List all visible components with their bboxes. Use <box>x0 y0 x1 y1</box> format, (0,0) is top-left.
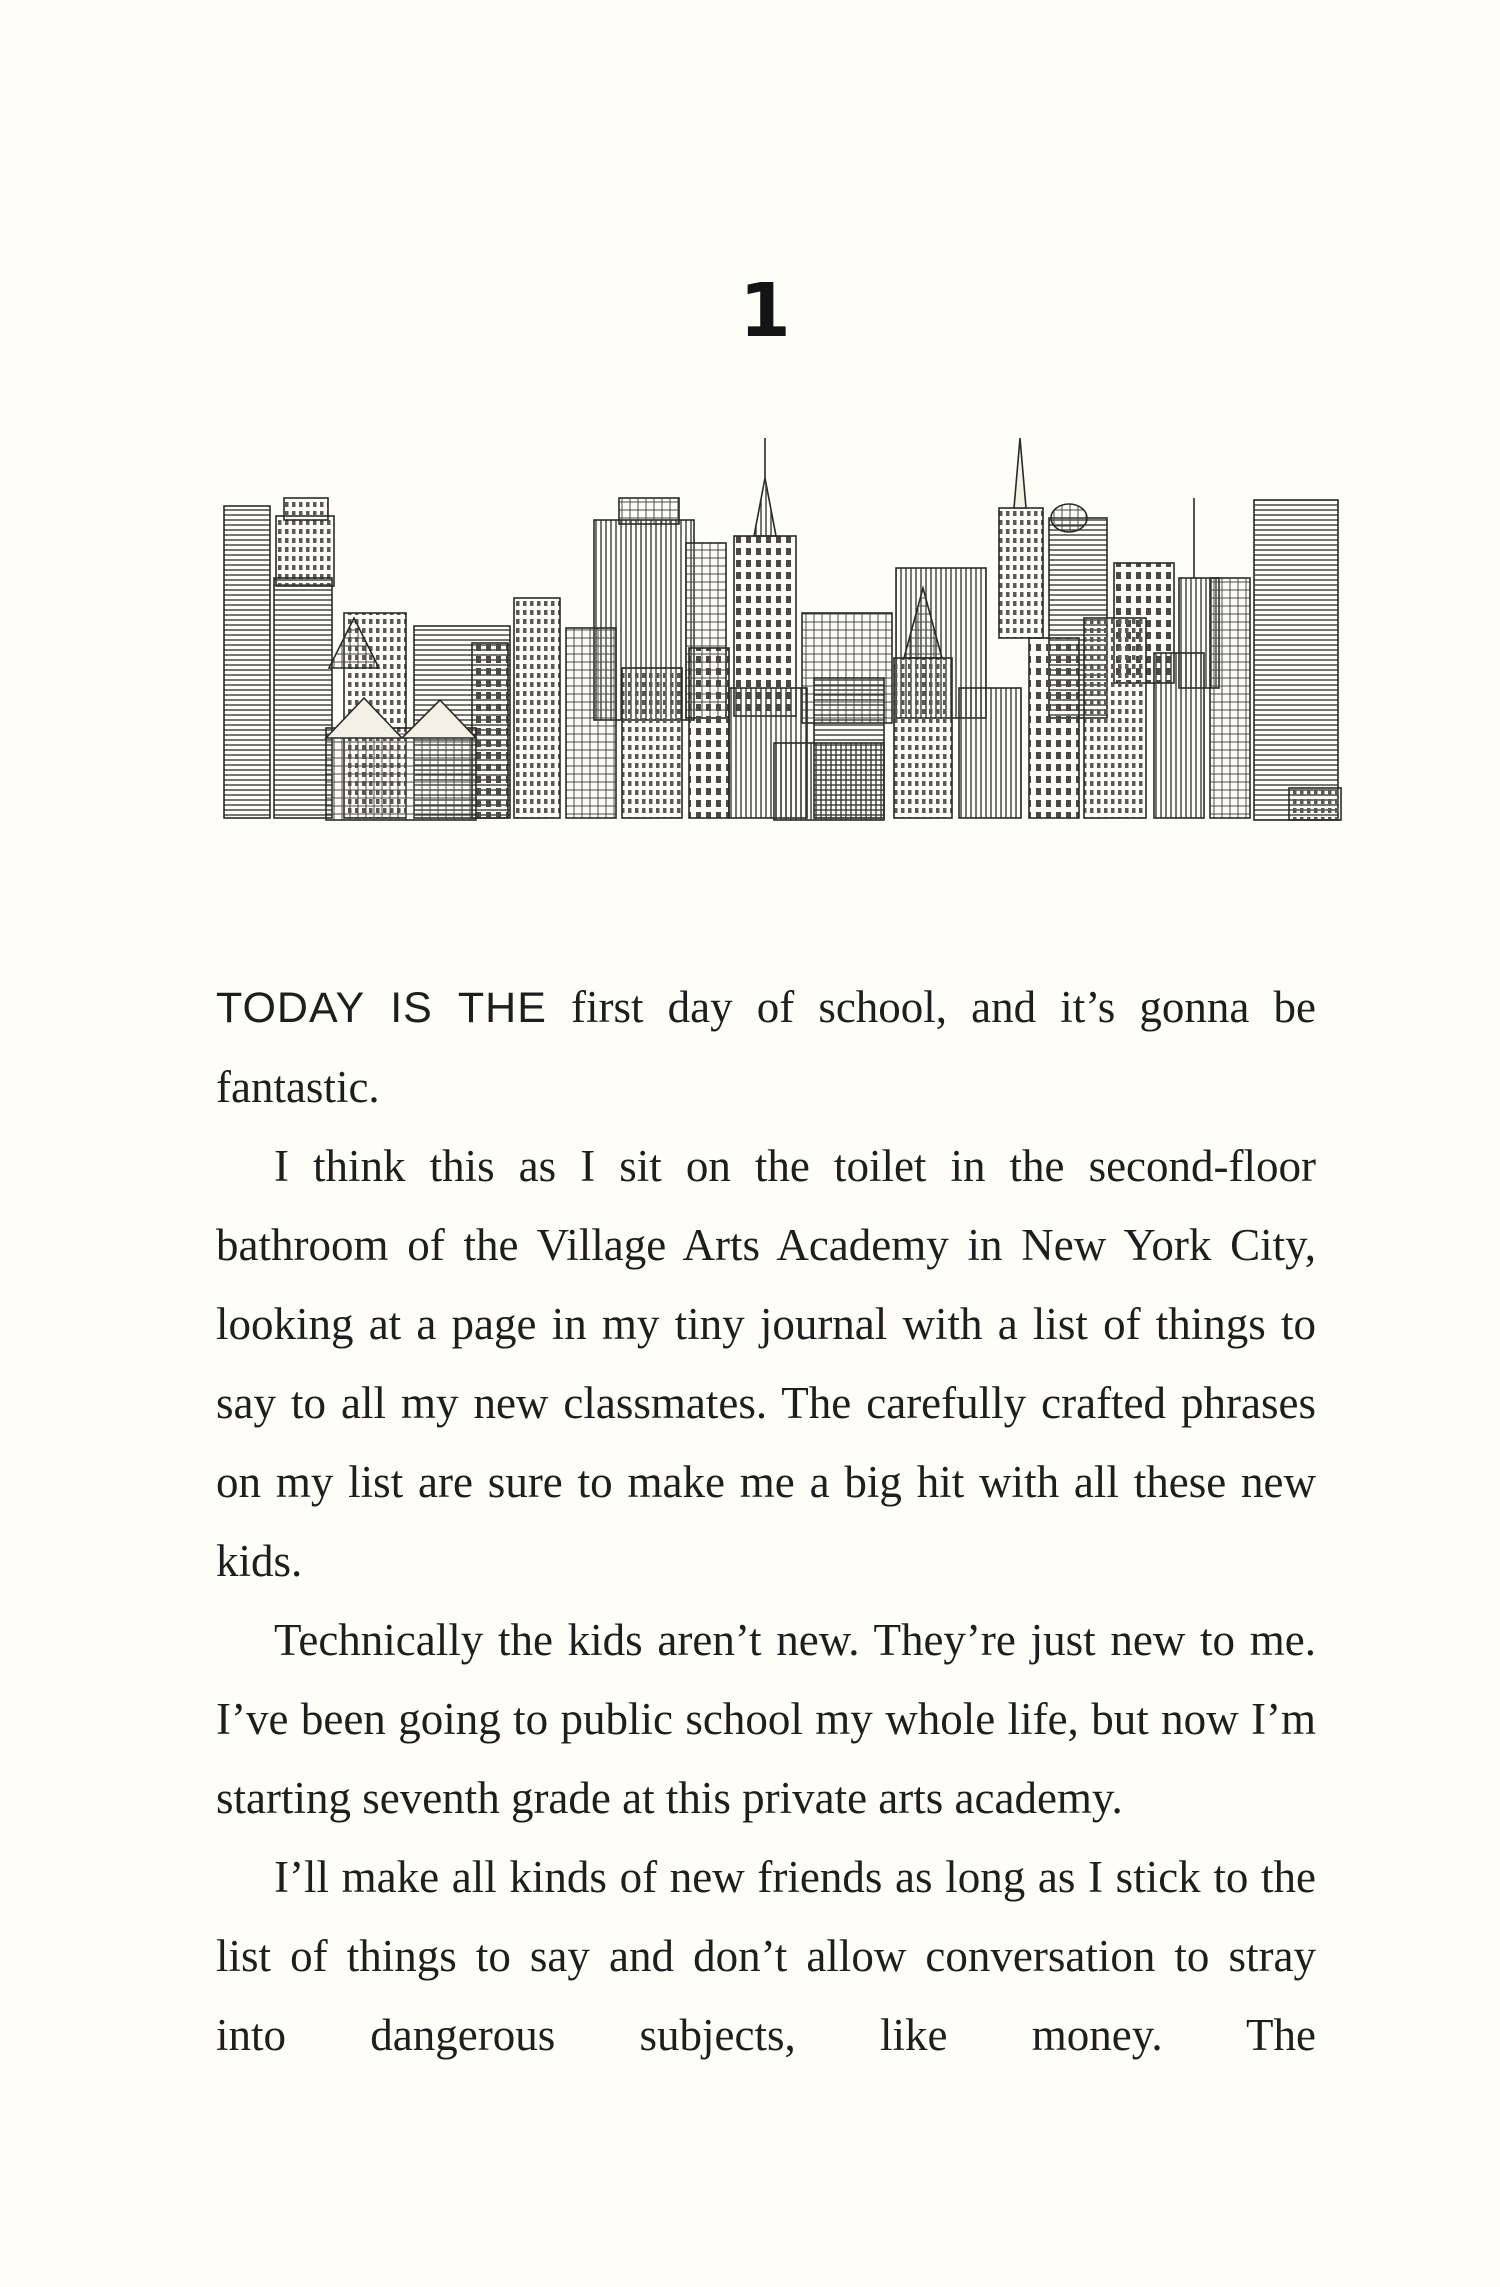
chapter-number: 1 <box>739 268 791 354</box>
paragraph-4: I’ll make all kinds of new friends as long as I stick to the list of things to say and don’t allow conversation to stray into dangerous subjects, like money. The <box>216 1852 1316 2060</box>
paragraph-3: Technically the kids aren’t new. They’re just new to me. I’ve been going to public school my whole life, but now I’m starting seventh grade at this private arts academy. <box>216 1615 1316 1823</box>
city-skyline-illustration <box>214 438 1344 822</box>
paragraph-2: I think this as I sit on the toilet in the second-floor bathroom of the Village Arts Academy in New York City, looking at a page in my tiny journal with a list of things to say to all my new classmates. The carefully crafted phrases on my list are sure to make me a big hit with all these new kids. <box>216 1141 1316 1586</box>
opening-caps: TODAY IS THE <box>216 984 547 1032</box>
chapter-body-text <box>216 968 1316 2075</box>
paragraph-1-text: first day of school, and it’s gonna be fantastic. <box>216 982 1316 1112</box>
paragraph-1 <box>216 968 1316 1127</box>
